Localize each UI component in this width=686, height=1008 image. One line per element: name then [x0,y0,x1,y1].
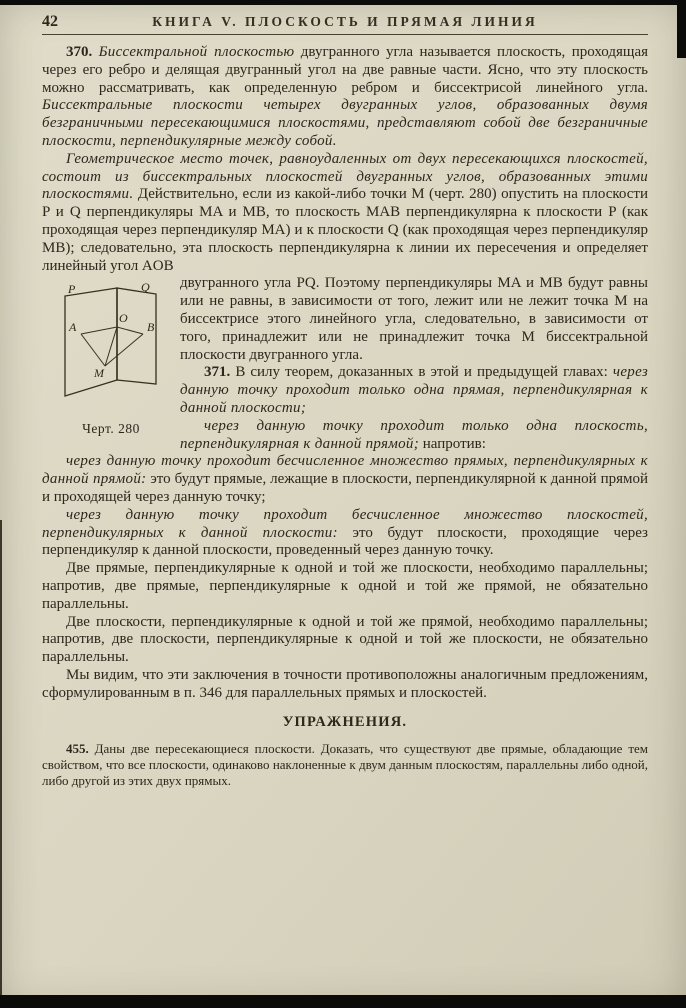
header-rule [42,34,648,35]
text-segment: это будут плоскости, проходящие через перпендикуляр к данной плоскости, проведенный через данную точку. [42,524,648,559]
paragraph-geometric-locus [42,151,648,276]
paragraph-370 [42,44,648,151]
dihedral-angle-figure [55,280,167,415]
scan-edge-top [0,0,686,5]
point-label-b: B [147,320,155,335]
figure-wrap-section [42,275,648,453]
page-number: 42 [42,13,58,30]
point-label-m: M [94,366,104,381]
text-segment: Биссектральной плоскостью [98,44,295,60]
text-segment: Биссектральные плоскости четырех двугранных углов, образованных двумя безграничными пересекающимися плоскостями, представляют собой две безграничные плоскости, перпендикулярные между собой. [42,97,648,149]
text-segment: через данную точку проходит только одна прямая, перпендикулярная к данной плоскости; [180,364,649,416]
scan-edge-left [0,520,2,995]
point-label-o: O [119,311,128,326]
text-segment: Действительно, если из какой-либо точки M (черт. 280) опустить на плоскости P и Q перпендикуляры MA и MB, то плоскость MAB перпендикулярна к плоскости P (как проходящая через перпендикуляр MA) и к плоскости Q (как проходящая через перпендикуляр MB); следовательно, эта плоскость перпендикулярна к линии их пересечения и определяет линейный угол AOB [42,186,648,274]
text-segment: это будут прямые, лежащие в плоскости, перпендикулярной к данной прямой и проходящей через данную точку; [42,471,649,505]
paragraph-two-planes [42,614,648,667]
text-segment: через данную точку проходит бесчисленное множество прямых, перпендикулярных к данной прямой: [42,453,648,488]
figure-280 [55,280,167,438]
scan-edge-bottom [0,995,686,1008]
section-number-370: 370. [66,44,93,60]
section-number-371: 371. [204,364,231,381]
figure-segment-MO [105,327,117,366]
text-segment: двугранного угла называется плоскость, проходящая через его ребро и делящая двугранный угол на две равные части. Ясно, что эту плоскость можно рассматривать, как определенную ребром и биссектрисой линейного угла. [42,44,648,96]
running-title: КНИГА V. ПЛОСКОСТЬ И ПРЯМАЯ ЛИНИЯ [152,14,538,29]
text-segment: Две прямые, перпендикулярные к одной и той же плоскости, необходимо параллельны; напротив, две прямые, перпендикулярные к одной и той же прямой, не обязательно параллельны. [42,560,648,612]
exercises-heading: УПРАЖНЕНИЯ. [282,714,408,731]
point-label-p: P [68,282,76,297]
figure-caption: Черт. 280 [82,421,140,437]
exercise-455 [42,741,648,789]
point-label-q: Q [141,280,150,295]
text-segment: через данную точку проходит только одна плоскость, перпендикулярная к данной прямой; [180,417,648,452]
figure-segment-MB [105,334,143,366]
exercise-number-455: 455. [66,741,89,757]
paragraph-multiple-planes [42,507,648,560]
figure-plane-left [65,288,117,396]
text-segment: Даны две пересекающиеся плоскости. Доказать, что существуют две прямые, обладающие тем свойством, что все плоскости, одинаково наклоненные к двум данным плоскостям, параллельны либо одной, либо другой из этих двух прямых. [42,741,648,789]
running-header [42,13,648,31]
text-segment: двугранного угла PQ. Поэтому перпендикуляры MA и MB будут равны или не равны, в зависимости от того, лежит или не лежит точка M на биссектрисе этого линейного угла, следовательно, в зависимости от того, принадлежит или не принадлежит точка M биссектральной плоскости двугранного угла. [180,275,648,363]
text-segment: Мы видим, что эти заключения в точности противоположны аналогичным предложениям, сформулированным в п. 346 для параллельных прямых и плоскостей. [42,666,648,701]
scan-edge-right [677,0,686,58]
figure-linear-angle-AOB [81,327,143,334]
figure-segment-MA [81,334,105,366]
text-segment: напротив: [422,435,486,452]
text-segment: Две плоскости, перпендикулярные к одной и той же прямой, необходимо параллельны; напротив, две плоскости, перпендикулярные к одной и той же плоскости, не обязательно параллельны. [42,613,648,666]
figure-plane-right [117,288,156,384]
text-segment: через данную точку проходит бесчисленное множество плоскостей, перпендикулярных к данной плоскости: [42,506,648,541]
paragraph-multiple-lines [42,453,648,506]
text-segment: Геометрическое место точек, равноудаленных от двух пересекающихся плоскостей, состоит из биссектральных плоскостей двугранных углов, образованных этими плоскостями. [42,150,648,203]
paragraph-two-lines [42,560,648,613]
text-segment: В силу теорем, доказанных в этой и предыдущей главах: [235,364,608,381]
point-label-a: A [69,320,77,335]
paragraph-conclusion [42,667,648,703]
